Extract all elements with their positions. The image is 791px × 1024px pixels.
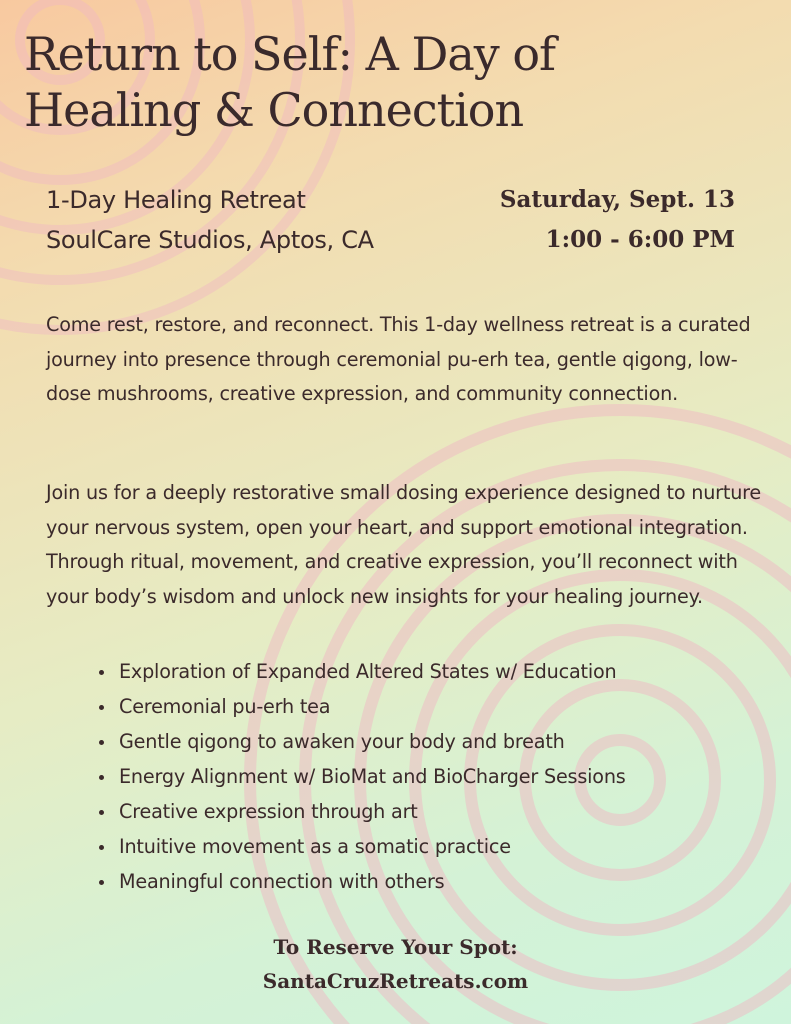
list-item: Gentle qigong to awaken your body and breath <box>99 724 626 759</box>
list-item: Creative expression through art <box>99 794 626 829</box>
event-venue: SoulCare Studios, Aptos, CA <box>46 226 374 254</box>
description-paragraph: Join us for a deeply restorative small dosing experience designed to nurture your nervous system, open your heart, and support emotional integration. Through ritual, movement, and creative expression, you’ll reconnect with your body’s wisdom and unlock new insights for your healing journey. <box>46 481 762 608</box>
list-item: Exploration of Expanded Altered States w/ Education <box>99 654 626 689</box>
list-item: Meaningful connection with others <box>99 864 626 899</box>
list-item: Ceremonial pu-erh tea <box>99 689 626 724</box>
list-item: Intuitive movement as a somatic practice <box>99 829 626 864</box>
event-info <box>46 180 374 260</box>
website-link[interactable]: SantaCruzRetreats.com <box>262 969 529 993</box>
title-line-2: Healing & Connection <box>24 83 524 137</box>
page-title <box>24 26 744 138</box>
event-date: Saturday, Sept. 13 <box>499 186 735 213</box>
cta-heading: To Reserve Your Spot: <box>273 935 518 959</box>
title-line-1: Return to Self: A Day of <box>24 27 556 81</box>
description-paragraph: Come rest, restore, and reconnect. This 1-day wellness retreat is a curated journey into presence through ceremonial pu-erh tea, gentle qigong, low-dose mushrooms, creative expression, and community connection. <box>46 313 751 405</box>
event-time: 1:00 - 6:00 PM <box>545 226 735 253</box>
activity-list <box>99 654 626 899</box>
event-type: 1-Day Healing Retreat <box>46 186 306 214</box>
event-schedule <box>500 180 735 260</box>
list-item: Energy Alignment w/ BioMat and BioCharger Sessions <box>99 759 626 794</box>
reservation-callout <box>0 930 791 998</box>
